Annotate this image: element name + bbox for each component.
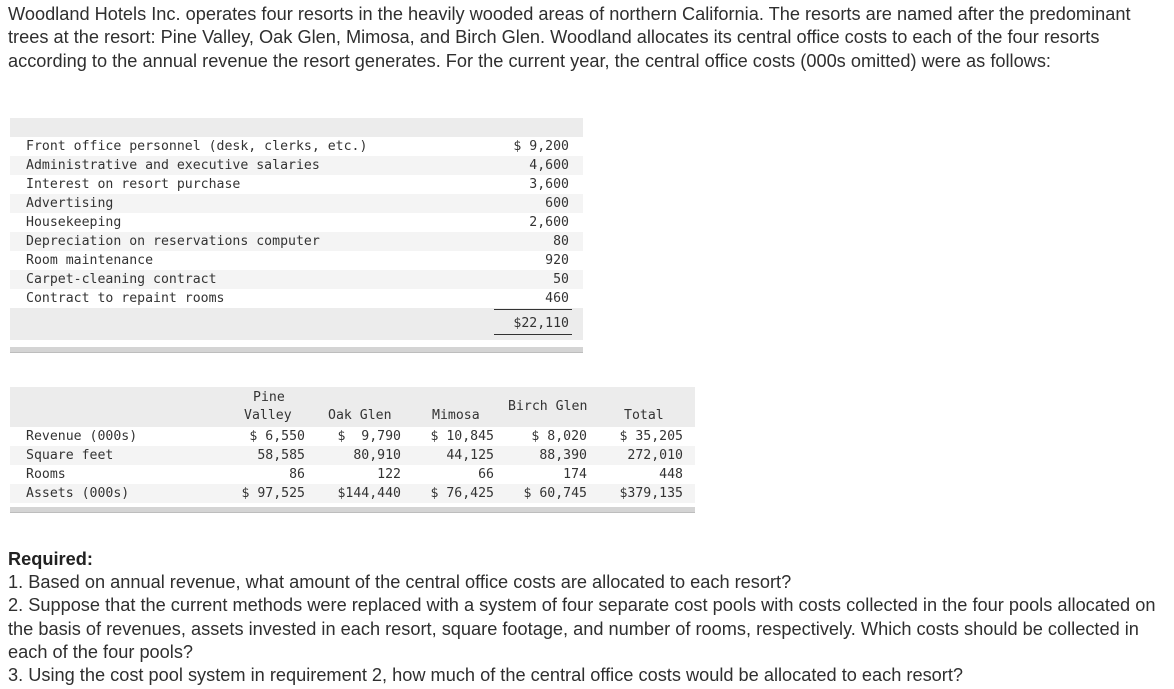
- cost-total: $22,110: [513, 316, 569, 331]
- cost-value: 80: [553, 234, 569, 249]
- header-mimosa: Mimosa: [432, 408, 480, 423]
- cell-birch: $ 8,020: [531, 429, 587, 444]
- required-list: [8, 571, 1168, 687]
- table-total-band: [10, 308, 583, 340]
- cost-label: Administrative and executive salaries: [26, 158, 320, 173]
- cost-value: 2,600: [529, 215, 569, 230]
- cost-value: 600: [545, 196, 569, 211]
- table-bottom-rule: [10, 347, 583, 353]
- cost-value: 4,600: [529, 158, 569, 173]
- cell-mimosa: 66: [478, 467, 494, 482]
- cell-birch: 88,390: [539, 448, 587, 463]
- cell-total: 272,010: [627, 448, 683, 463]
- cell-total: $ 35,205: [619, 429, 683, 444]
- problem-intro: Woodland Hotels Inc. operates four resorts in the heavily wooded areas of northern California. The resorts are named after the predominant trees at the resort: Pine Valley, Oak Glen, Mimosa, and Birch Glen. Woodland allocates its central office costs to each of the four resorts according to the annual revenue the resort generates. For the current year, the central office costs (000s omitted) were as follows:: [8, 4, 1131, 71]
- cell-oak: 122: [377, 467, 401, 482]
- cell-total: 448: [659, 467, 683, 482]
- resort-data-table: [10, 387, 695, 519]
- row-label: Revenue (000s): [26, 429, 138, 444]
- header-birch-glen: Birch Glen: [508, 399, 588, 414]
- row-label: Rooms: [26, 467, 66, 482]
- header-pine-line1: Pine: [253, 390, 285, 405]
- requirement-item: 2. Suppose that the current methods were replaced with a system of four separate cost pools with costs collected in the four pools allocated on the basis of revenues, assets invested in each resort, square footage, and number of rooms, respectively. Which costs should be collected in each of the four pools?: [8, 595, 1156, 662]
- cost-label: Housekeeping: [26, 215, 122, 230]
- header-total: Total: [624, 408, 664, 423]
- cell-mimosa: $ 76,425: [430, 486, 494, 501]
- cost-label: Front office personnel (desk, clerks, etc.): [26, 139, 368, 154]
- total-underline: [494, 334, 572, 335]
- cell-oak: 80,910: [353, 448, 401, 463]
- cell-pine: $ 97,525: [241, 486, 305, 501]
- cell-pine: $ 6,550: [249, 429, 305, 444]
- cost-label: Interest on resort purchase: [26, 177, 241, 192]
- cell-oak: $144,440: [337, 486, 401, 501]
- cell-pine: 86: [289, 467, 305, 482]
- cost-value: 50: [553, 272, 569, 287]
- cell-mimosa: $ 10,845: [430, 429, 494, 444]
- requirement-item: 1. Based on annual revenue, what amount of the central office costs are allocated to each resort?: [8, 572, 792, 592]
- cell-total: $379,135: [619, 486, 683, 501]
- cell-birch: 174: [563, 467, 587, 482]
- cost-label: Advertising: [26, 196, 114, 211]
- cell-oak: $ 9,790: [337, 429, 401, 444]
- header-oak-glen: Oak Glen: [328, 408, 392, 423]
- cost-label: Contract to repaint rooms: [26, 291, 225, 306]
- cost-value: 460: [545, 291, 569, 306]
- cost-label: Carpet-cleaning contract: [26, 272, 217, 287]
- cell-birch: $ 60,745: [523, 486, 587, 501]
- cost-label: Depreciation on reservations computer: [26, 234, 320, 249]
- central-office-costs-table: [10, 118, 583, 340]
- table-bottom-rule: [10, 507, 695, 513]
- row-label: Assets (000s): [26, 486, 130, 501]
- row-label: Square feet: [26, 448, 114, 463]
- requirement-item: 3. Using the cost pool system in requirement 2, how much of the central office costs would be allocated to each resort?: [8, 665, 964, 686]
- cost-value: 920: [545, 253, 569, 268]
- cell-mimosa: 44,125: [446, 448, 494, 463]
- subtotal-rule: [494, 309, 572, 310]
- cell-pine: 58,585: [257, 448, 305, 463]
- table-header-band: [10, 118, 583, 137]
- cost-value: $ 9,200: [513, 139, 569, 154]
- required-heading: Required:: [8, 549, 93, 569]
- cost-label: Room maintenance: [26, 253, 154, 268]
- cost-value: 3,600: [529, 177, 569, 192]
- header-pine-line2: Valley: [244, 408, 292, 423]
